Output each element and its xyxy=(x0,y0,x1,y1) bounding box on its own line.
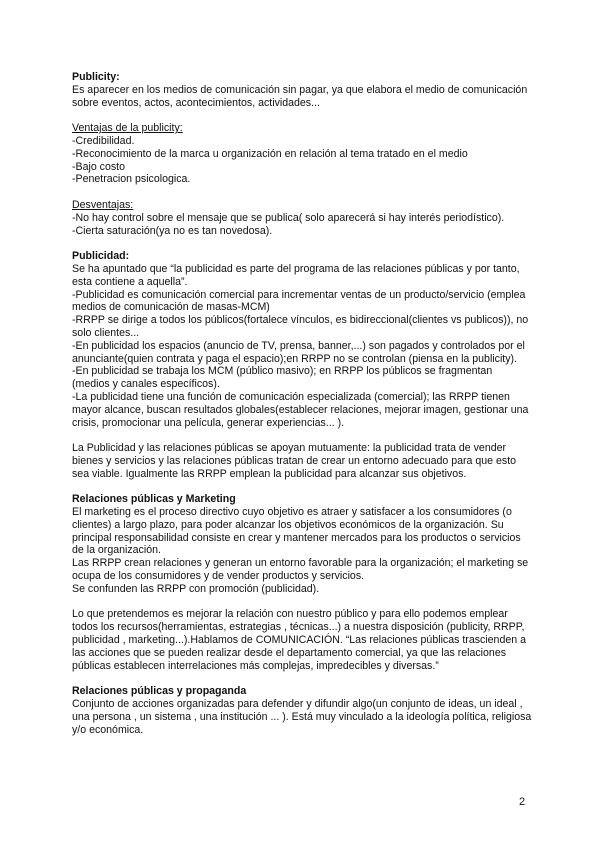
publicidad-item: -En publicidad se trabaja los MCM (público masivo); en RRPP los públicos se fragmentan (medios y canales específicos). xyxy=(72,365,493,391)
propaganda-definition: Conjunto de acciones organizadas para defender y difundir algo(un conjunto de ideas, un ideal , una persona , un sistema , una institución ... ). Está muy vinculado a la ideología política, religiosa y/o económica. xyxy=(72,698,532,736)
page-number: 2 xyxy=(519,796,526,808)
disadvantages-heading: Desventajas: xyxy=(72,198,134,211)
disadvantage-item: -Cierta saturación(ya no es tan novedosa). xyxy=(72,224,273,237)
publicidad-item: -Publicidad es comunicación comercial para incrementar ventas de un producto/servicio (emplea medios de comunicación de masas-MCM) xyxy=(72,288,526,314)
publicidad-item: -RRPP se dirige a todos los públicos(fortalece vínculos, es bidireccional(clientes vs publicos)), no solo clientes... xyxy=(72,314,529,339)
advantage-item: -Bajo costo xyxy=(72,160,125,173)
marketing-item: El marketing es el proceso directivo cuyo objetivo es atraer y satisfacer a los consumidores (o clientes) a largo plazo, para poder alcanzar los objetivos económicos de la organización. Su principal responsabilidad consiste en crear y mantener mercados para los productos o servicios de la organización. xyxy=(72,506,521,557)
publicidad-paragraph: La Publicidad y las relaciones públicas se apoyan mutuamente: la publicidad trata de vender bienes y servicios y las relaciones públicas tratan de crear un entorno adecuado para que esto sea viable. Igualmente las RRPP emplean la publicidad para alcanzar sus objetivos. xyxy=(72,442,517,480)
disadvantage-item: -No hay control sobre el mensaje que se publica( solo aparecerá si hay interés periodístico). xyxy=(72,211,505,224)
marketing-item: Las RRPP crean relaciones y generan un entorno favorable para la organización; el marketing se ocupa de los consumidores y de vender productos y servicios. xyxy=(72,557,529,583)
publicity-heading: Publicity: xyxy=(72,71,120,83)
document-page xyxy=(72,71,532,736)
advantage-item: -Credibilidad. xyxy=(72,134,135,147)
publicidad-item: Se ha apuntado que “la publicidad es parte del programa de las relaciones públicas y por tanto, esta contiene a aquella”. xyxy=(72,262,520,288)
marketing-heading: Relaciones públicas y Marketing xyxy=(72,493,236,506)
marketing-item: Se confunden las RRPP con promoción (publicidad). xyxy=(72,582,320,595)
marketing-paragraph: Lo que pretendemos es mejorar la relación con nuestro público y para ello podemos emplear todos los recursos(herramientas, estrategias , técnicas...) a nuestra disposición (publicity, RRPP, publicidad , marketing...).Hablamos de COMUNICACIÓN. “Las relaciones públicas trascienden a las acciones que se pueden realizar desde el departamento comercial, ya que las relaciones públicas establecen interrelaciones más complejas, impredecibles y diversas.” xyxy=(72,608,526,672)
publicity-definition: Es aparecer en los medios de comunicación sin pagar, ya que elabora el medio de comunicación sobre eventos, actos, acontecimientos, actividades... xyxy=(72,83,528,109)
publicidad-item: -En publicidad los espacios (anuncio de TV, prensa, banner,...) son pagados y controlados por el anunciante(quien contrata y paga el espacio);en RRPP no se controlan (piensa en la publicity). xyxy=(72,339,525,365)
advantage-item: -Penetracion psicologica. xyxy=(72,173,191,186)
advantages-heading: Ventajas de la publicity: xyxy=(72,122,183,135)
publicidad-heading: Publicidad: xyxy=(72,250,130,263)
publicidad-item: -La publicidad tiene una función de comunicación especializada (comercial); las RRPP tienen mayor alcance, buscan resultados globales(establecer relaciones, mejorar imagen, gestionar una crisis, promocionar una película, generar experiencias... ). xyxy=(72,390,529,429)
propaganda-heading: Relaciones públicas y propaganda xyxy=(72,685,247,698)
advantage-item: -Reconocimiento de la marca u organización en relación al tema tratado en el medio xyxy=(72,147,468,160)
